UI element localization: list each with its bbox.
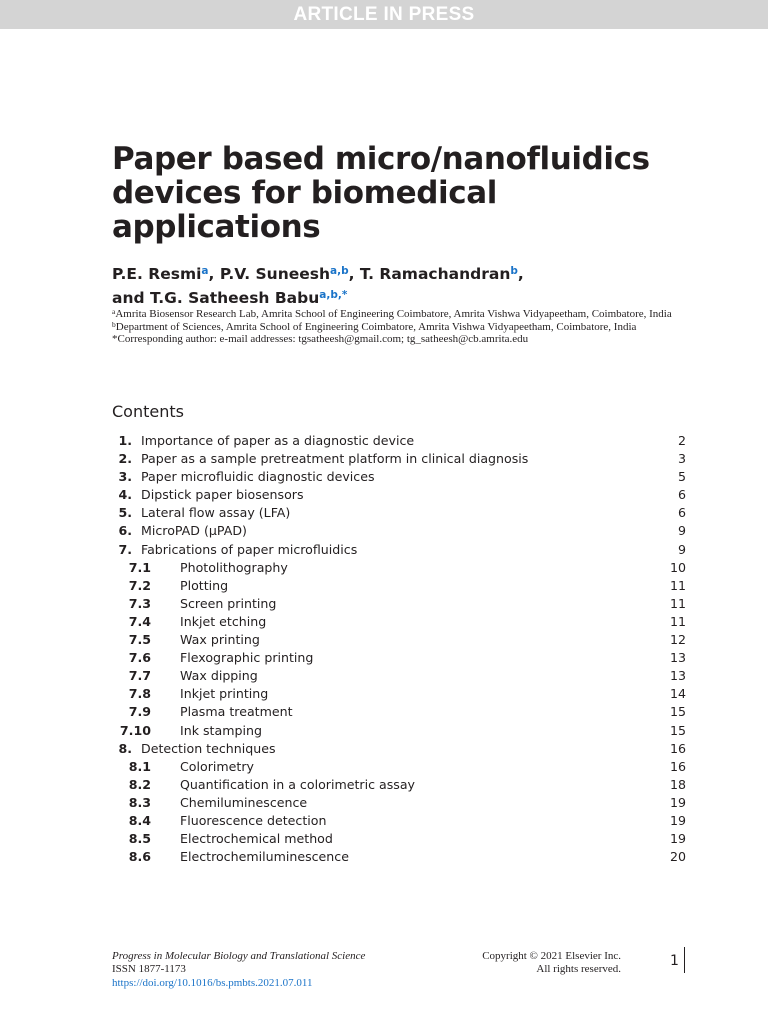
toc-entry[interactable] bbox=[112, 685, 686, 703]
toc-entry[interactable] bbox=[112, 486, 686, 504]
toc-entry-number: 7.4 bbox=[128, 613, 151, 629]
toc-entry-number: 7.9 bbox=[128, 704, 151, 720]
toc-entry-title[interactable]: Fabrications of paper microfluidics bbox=[141, 541, 358, 557]
toc-entry-number: 7.6 bbox=[128, 650, 151, 666]
toc-entry-title[interactable]: MicroPAD (μPAD) bbox=[141, 523, 247, 539]
toc-entry[interactable] bbox=[112, 794, 686, 812]
toc-entry[interactable] bbox=[112, 740, 686, 758]
toc-entry-title[interactable]: Detection techniques bbox=[141, 740, 276, 756]
toc-entry[interactable] bbox=[112, 830, 686, 848]
toc-entry-page[interactable]: 19 bbox=[669, 812, 686, 828]
toc-entry-page[interactable]: 9 bbox=[677, 523, 686, 539]
toc-entry-title[interactable]: Colorimetry bbox=[180, 758, 254, 774]
author-separator: , bbox=[348, 265, 360, 283]
copyright-text: Copyright © 2021 Elsevier Inc. bbox=[482, 950, 621, 962]
toc-entry-page[interactable]: 19 bbox=[669, 831, 686, 847]
affiliation-b bbox=[112, 321, 702, 334]
affiliation-text: Amrita Biosensor Research Lab, Amrita School of Engineering Coimbatore, Amrita Vishwa Vidyapeetham, Coimbatore, India bbox=[115, 308, 672, 320]
toc-entry-title[interactable]: Chemiluminescence bbox=[180, 794, 308, 810]
toc-entry[interactable] bbox=[112, 432, 686, 450]
toc-entry-page[interactable]: 13 bbox=[669, 668, 686, 684]
toc-entry-page[interactable]: 2 bbox=[677, 433, 686, 448]
toc-entry-page[interactable]: 13 bbox=[669, 650, 686, 666]
rights-text: All rights reserved. bbox=[536, 963, 621, 976]
toc-entry-number: 8.3 bbox=[128, 794, 151, 810]
toc-entry-number: 7.2 bbox=[128, 577, 151, 593]
affiliation-a bbox=[112, 308, 702, 321]
toc-entry-page[interactable]: 10 bbox=[669, 559, 686, 575]
toc-entry-title[interactable]: Wax dipping bbox=[180, 668, 258, 684]
author-separator: , bbox=[208, 265, 220, 283]
author-list bbox=[112, 262, 712, 310]
toc-entry-number: 8.1 bbox=[128, 758, 151, 774]
toc-entry-title[interactable]: Photolithography bbox=[180, 559, 288, 575]
toc-entry-title[interactable]: Importance of paper as a diagnostic device bbox=[141, 433, 415, 448]
toc-entry-page[interactable]: 3 bbox=[677, 451, 686, 467]
affiliation-text: Department of Sciences, Amrita School of Engineering Coimbatore, Amrita Vishwa Vidyapeetham, Coimbatore, India bbox=[115, 320, 637, 333]
toc-entry[interactable] bbox=[112, 722, 686, 740]
toc-entry[interactable] bbox=[112, 559, 686, 577]
toc-entry-number: 8.2 bbox=[128, 776, 151, 792]
toc-entry-number: 7.8 bbox=[128, 686, 151, 702]
toc-entry-page[interactable]: 12 bbox=[669, 632, 686, 648]
toc-entry[interactable] bbox=[112, 595, 686, 613]
toc-entry-page[interactable]: 6 bbox=[677, 487, 686, 503]
toc-entry-title[interactable]: Lateral flow assay (LFA) bbox=[141, 505, 291, 521]
page-number: 1 bbox=[670, 953, 679, 969]
toc-entry-number: 5. bbox=[118, 505, 132, 521]
toc-entry-page[interactable]: 9 bbox=[677, 541, 686, 557]
toc-entry[interactable] bbox=[112, 848, 686, 866]
toc-entry-number: 8.6 bbox=[128, 849, 151, 865]
toc-entry-page[interactable]: 16 bbox=[669, 758, 686, 774]
toc-entry-title[interactable]: Plasma treatment bbox=[180, 704, 293, 720]
toc-entry-number: 1. bbox=[118, 433, 132, 448]
author-affiliation-marker[interactable]: a,b,* bbox=[319, 289, 348, 301]
toc-entry-number: 3. bbox=[118, 469, 132, 485]
toc-entry[interactable] bbox=[112, 649, 686, 667]
toc-entry[interactable] bbox=[112, 776, 686, 794]
table-of-contents bbox=[112, 432, 686, 866]
toc-entry-title[interactable]: Paper as a sample pretreatment platform in clinical diagnosis bbox=[141, 451, 529, 467]
toc-entry-number: 2. bbox=[118, 451, 132, 467]
toc-entry-title[interactable]: Plotting bbox=[180, 577, 229, 593]
author-name[interactable]: P.E. Resmi bbox=[112, 265, 202, 283]
toc-entry-page[interactable]: 6 bbox=[677, 505, 686, 521]
toc-entry[interactable] bbox=[112, 577, 686, 595]
toc-entry-page[interactable]: 11 bbox=[669, 577, 686, 593]
toc-entry[interactable] bbox=[112, 522, 686, 540]
toc-entry-title[interactable]: Wax printing bbox=[180, 632, 260, 648]
toc-entry[interactable] bbox=[112, 613, 686, 631]
toc-entry[interactable] bbox=[112, 667, 686, 685]
toc-entry[interactable] bbox=[112, 812, 686, 830]
toc-entry[interactable] bbox=[112, 631, 686, 649]
toc-entry-title[interactable]: Ink stamping bbox=[180, 722, 262, 738]
issn: ISSN 1877-1173 bbox=[112, 963, 186, 976]
toc-entry-page[interactable]: 11 bbox=[669, 595, 686, 611]
toc-entry-title[interactable]: Inkjet printing bbox=[180, 686, 269, 702]
affiliation-marker: a bbox=[112, 307, 116, 316]
author-name[interactable]: T. Ramachandran bbox=[359, 265, 511, 283]
toc-entry-page[interactable]: 5 bbox=[677, 469, 686, 485]
article-title: Paper based micro/nanofluidics devices for biomedical applications bbox=[112, 141, 650, 245]
author-affiliation-marker[interactable]: a bbox=[201, 265, 209, 277]
author-name[interactable]: P.V. Suneesh bbox=[219, 265, 331, 283]
toc-entry-title[interactable]: Screen printing bbox=[180, 595, 277, 611]
toc-entry[interactable] bbox=[112, 541, 686, 559]
toc-entry-title[interactable]: Paper microfluidic diagnostic devices bbox=[141, 469, 375, 485]
author-affiliation-marker[interactable]: b bbox=[510, 265, 518, 277]
toc-entry-number: 4. bbox=[118, 487, 132, 503]
toc-entry-number: 8.5 bbox=[128, 831, 151, 847]
toc-entry-number: 7.1 bbox=[128, 559, 151, 575]
affiliation-marker: b bbox=[112, 319, 116, 329]
toc-entry-number: 8.4 bbox=[128, 812, 151, 828]
corresponding-author: *Corresponding author: e-mail addresses: tgsatheesh@gmail.com; tg_satheesh@cb.amrita.edu bbox=[112, 333, 529, 346]
toc-entry-number: 7.5 bbox=[128, 632, 151, 648]
article-in-press-banner: ARTICLE IN PRESS bbox=[0, 0, 768, 29]
toc-entry-number: 7. bbox=[118, 541, 132, 557]
toc-entry[interactable] bbox=[112, 468, 686, 486]
footer-journal-info bbox=[112, 950, 365, 990]
toc-entry[interactable] bbox=[112, 504, 686, 522]
toc-entry-number: 8. bbox=[118, 740, 132, 756]
toc-entry-page[interactable]: 19 bbox=[669, 794, 686, 810]
toc-entry-page[interactable]: 15 bbox=[669, 704, 686, 720]
toc-entry-number: 6. bbox=[118, 523, 132, 539]
toc-entry-number: 7.3 bbox=[128, 595, 151, 611]
toc-entry[interactable] bbox=[112, 703, 686, 721]
toc-entry-page[interactable]: 14 bbox=[669, 686, 686, 702]
toc-entry-title[interactable]: Quantification in a colorimetric assay bbox=[180, 776, 416, 792]
toc-entry-title[interactable]: Flexographic printing bbox=[180, 650, 314, 666]
toc-entry-title[interactable]: Inkjet etching bbox=[180, 613, 267, 629]
toc-entry-title[interactable]: Electrochemical method bbox=[180, 831, 333, 847]
doi-link[interactable]: https://doi.org/10.1016/bs.pmbts.2021.07.011 bbox=[112, 976, 313, 989]
page-number-rule bbox=[684, 947, 685, 973]
toc-entry[interactable] bbox=[112, 450, 686, 468]
contents-heading: Contents bbox=[112, 402, 184, 421]
toc-entry-page[interactable]: 18 bbox=[669, 776, 686, 792]
footer-copyright bbox=[482, 950, 621, 977]
toc-entry-title[interactable]: Fluorescence detection bbox=[180, 812, 327, 828]
toc-entry-title[interactable]: Electrochemiluminescence bbox=[180, 849, 349, 865]
author-affiliation-marker[interactable]: a,b bbox=[330, 265, 349, 277]
toc-entry-number: 7.10 bbox=[119, 722, 151, 738]
journal-name: Progress in Molecular Biology and Translational Science bbox=[112, 950, 366, 962]
toc-entry-page[interactable]: 16 bbox=[669, 740, 686, 756]
author-separator: , bbox=[517, 265, 524, 283]
toc-entry-number: 7.7 bbox=[128, 668, 151, 684]
toc-entry-page[interactable]: 11 bbox=[669, 613, 686, 629]
affiliations bbox=[112, 308, 702, 346]
toc-entry-page[interactable]: 15 bbox=[669, 722, 686, 738]
toc-entry-title[interactable]: Dipstick paper biosensors bbox=[141, 487, 304, 503]
author-name[interactable]: and T.G. Satheesh Babu bbox=[112, 289, 320, 307]
toc-entry-page[interactable]: 20 bbox=[669, 849, 686, 865]
toc-entry[interactable] bbox=[112, 758, 686, 776]
